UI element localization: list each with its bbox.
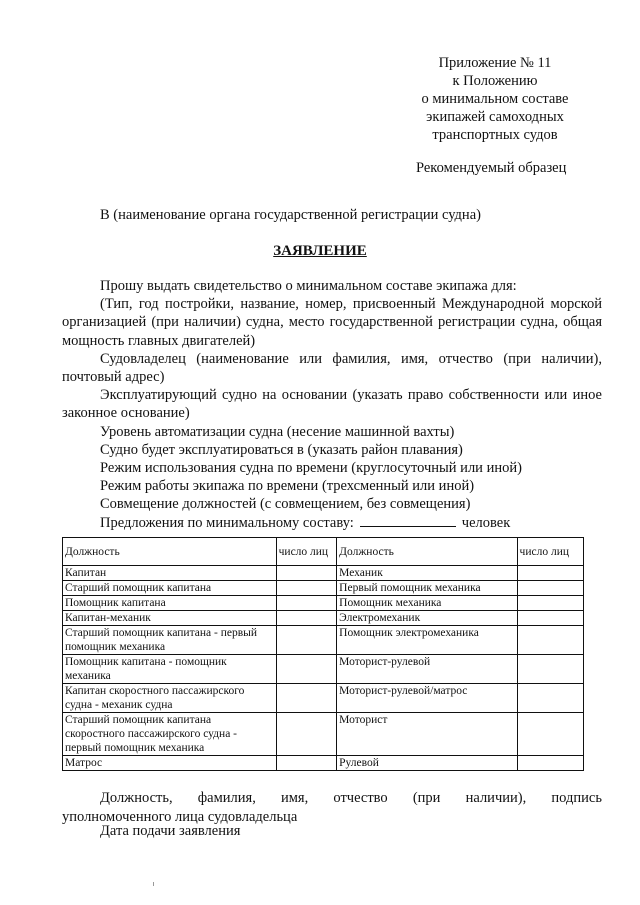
table-row [63, 611, 584, 626]
count-cell[interactable] [517, 684, 583, 713]
signature-word: имя, [281, 790, 309, 806]
position-cell: Помощник механика [337, 596, 517, 611]
count-cell[interactable] [517, 756, 583, 771]
position-cell: Механик [337, 566, 517, 581]
count-cell[interactable] [276, 713, 337, 756]
position-cell: Старший помощник капитана [63, 581, 277, 596]
count-cell[interactable] [517, 566, 583, 581]
position-cell: Капитан скоростного пассажирского судна - механик судна [63, 684, 277, 713]
count-cell[interactable] [517, 611, 583, 626]
count-cell[interactable] [517, 581, 583, 596]
count-cell[interactable] [517, 596, 583, 611]
body-paragraph: Прошу выдать свидетельство о минимальном составе экипажа для: [100, 278, 517, 294]
header-position: Должность [337, 538, 517, 566]
header-count: число лиц [517, 538, 583, 566]
body-paragraph: Совмещение должностей (с совмещением, без совмещения) [100, 496, 471, 513]
table-row [63, 596, 584, 611]
proposal-line [62, 514, 602, 532]
position-cell: Матрос [63, 756, 277, 771]
position-cell: Моторист-рулевой [337, 655, 517, 684]
position-cell: Помощник электромеханика [337, 626, 517, 655]
count-cell[interactable] [276, 626, 337, 655]
appendix-line: о минимальном составе [421, 91, 569, 107]
header-count: число лиц [276, 538, 337, 566]
position-cell: Рулевой [337, 756, 517, 771]
signature-word: подпись [551, 790, 602, 806]
signature-word: отчество [333, 790, 388, 806]
recommended-sample-label: Рекомендуемый образец [416, 160, 567, 176]
proposal-label: Предложения по минимальному составу: [100, 514, 354, 531]
body-paragraph: Уровень автоматизации судна (несение машинной вахты) [100, 423, 455, 440]
body-paragraph: Эксплуатирующий судно на основании (указать право собственности или иное законное основание) [62, 387, 602, 422]
count-cell[interactable] [276, 655, 337, 684]
position-cell: Первый помощник механика [337, 581, 517, 596]
document-title: ЗАЯВЛЕНИЕ [273, 243, 367, 259]
signature-word: фамилия, [197, 790, 256, 806]
body-paragraph: Режим использования судна по времени (круглосуточный или иной) [100, 460, 522, 477]
count-cell[interactable] [517, 713, 583, 756]
position-cell: Моторист-рулевой/матрос [337, 684, 517, 713]
table-row [63, 581, 584, 596]
scan-mark [153, 882, 154, 886]
signature-continuation: уполномоченного лица судовладельца [62, 809, 298, 825]
body-paragraph: Режим работы экипажа по времени (трехсменный или иной) [100, 478, 475, 495]
signature-word: Должность, [100, 790, 173, 806]
count-cell[interactable] [517, 655, 583, 684]
header-position: Должность [63, 538, 277, 566]
position-cell: Моторист [337, 713, 517, 756]
body-paragraph: Судовладелец (наименование или фамилия, имя, отчество (при наличии), почтовый адрес) [62, 350, 602, 386]
count-cell[interactable] [276, 596, 337, 611]
count-cell[interactable] [276, 566, 337, 581]
appendix-line: Приложение № 11 [438, 55, 552, 71]
signature-word: (при [412, 790, 441, 806]
addressee-line: В (наименование органа государственной регистрации судна) [100, 207, 481, 223]
appendix-line: экипажей самоходных [426, 109, 564, 125]
count-cell[interactable] [276, 684, 337, 713]
signature-word: наличии), [465, 790, 527, 806]
count-cell[interactable] [517, 626, 583, 655]
count-cell[interactable] [276, 756, 337, 771]
position-cell: Помощник капитана [63, 596, 277, 611]
body-paragraph: Судно будет эксплуатироваться в (указать район плавания) [100, 441, 463, 458]
proposal-unit: человек [461, 514, 511, 531]
body-paragraph: (Тип, год постройки, название, номер, присвоенный Международной морской организацией (при наличии) судна, место государственной регистрации судна, общая мощность главных двигателей) [62, 296, 602, 349]
signature-words-row [62, 789, 602, 808]
table-row [63, 713, 584, 756]
table-row [63, 684, 584, 713]
table-row [63, 566, 584, 581]
position-cell: Капитан [63, 566, 277, 581]
table-row [63, 655, 584, 684]
count-cell[interactable] [276, 611, 337, 626]
appendix-header [400, 54, 590, 144]
appendix-line: транспортных судов [432, 127, 558, 143]
position-cell: Капитан-механик [63, 611, 277, 626]
position-cell: Электромеханик [337, 611, 517, 626]
count-cell[interactable] [276, 581, 337, 596]
signature-block [62, 789, 602, 827]
position-cell: Помощник капитана - помощник механика [63, 655, 277, 684]
application-body [62, 277, 602, 532]
position-cell: Старший помощник капитана скоростного пассажирского судна - первый помощник механика [63, 713, 277, 756]
proposal-blank-field[interactable] [360, 514, 456, 527]
submission-date-label: Дата подачи заявления [100, 823, 241, 839]
table-row [63, 626, 584, 655]
position-cell: Старший помощник капитана - первый помощник механика [63, 626, 277, 655]
table-row [63, 756, 584, 771]
table-header-row [63, 538, 584, 566]
crew-composition-table [62, 537, 584, 771]
appendix-line: к Положению [452, 73, 538, 89]
